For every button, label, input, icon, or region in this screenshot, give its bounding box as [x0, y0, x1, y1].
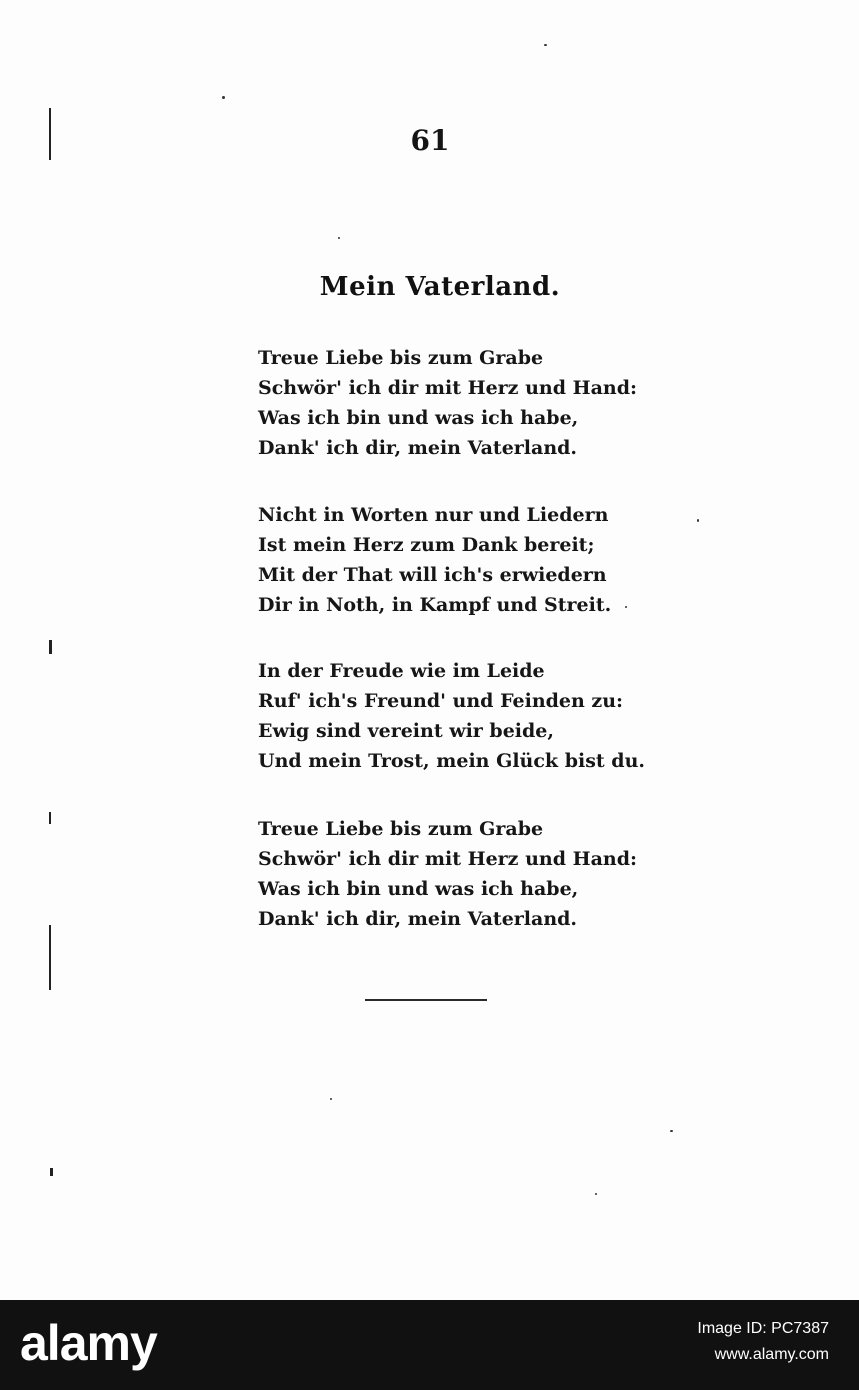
- scan-speck: [222, 96, 225, 99]
- scan-speck: [595, 1193, 597, 1195]
- poem-line: Ewig sind vereint wir beide,: [258, 720, 555, 742]
- poem-line: Treue Liebe bis zum Grabe: [258, 347, 544, 369]
- closing-divider: [365, 999, 487, 1001]
- scan-edge-mark: [49, 925, 51, 990]
- poem-line: Was ich bin und was ich habe,: [258, 878, 579, 900]
- poem-title: Mein Vaterland.: [319, 272, 561, 302]
- watermark-logo: alamy: [20, 1315, 157, 1371]
- scan-speck: [338, 237, 340, 239]
- poem-line: In der Freude wie im Leide: [258, 660, 545, 682]
- scan-edge-mark: [49, 108, 51, 160]
- watermark-url: www.alamy.com: [714, 1346, 829, 1363]
- poem-line: Dank' ich dir, mein Vaterland.: [258, 437, 578, 459]
- poem-line: Schwör' ich dir mit Herz und Hand:: [258, 848, 637, 870]
- poem-line: Mit der That will ich's erwiedern: [258, 564, 607, 586]
- scan-edge-mark: [49, 640, 52, 654]
- scan-speck: [544, 44, 547, 46]
- scan-speck: [670, 1130, 673, 1132]
- stanza: [258, 656, 646, 776]
- stanza: [258, 500, 618, 620]
- scan-speck: [697, 519, 699, 522]
- poem-line: Ist mein Herz zum Dank bereit;: [258, 534, 595, 556]
- poem-line: Nicht in Worten nur und Liedern: [258, 504, 609, 526]
- stanza: [258, 343, 637, 463]
- poem-line: Dir in Noth, in Kampf und Streit.: [258, 594, 612, 616]
- poem-line: Und mein Trost, mein Glück bist du.: [258, 750, 646, 772]
- watermark-banner: [0, 1300, 859, 1390]
- poem-line: Schwör' ich dir mit Herz und Hand:: [258, 377, 637, 399]
- poem-line: Was ich bin und was ich habe,: [258, 407, 579, 429]
- poem-line: Ruf' ich's Freund' und Feinden zu:: [258, 690, 624, 712]
- page-number: 61: [410, 124, 450, 157]
- scan-speck: [625, 606, 627, 608]
- scan-edge-mark: [49, 812, 51, 824]
- watermark-image-id: Image ID: PC7387: [697, 1320, 829, 1337]
- stanza: [258, 814, 637, 934]
- poem-line: Treue Liebe bis zum Grabe: [258, 818, 544, 840]
- scan-edge-mark: [50, 1168, 53, 1176]
- poem-line: Dank' ich dir, mein Vaterland.: [258, 908, 578, 930]
- scan-speck: [330, 1098, 332, 1100]
